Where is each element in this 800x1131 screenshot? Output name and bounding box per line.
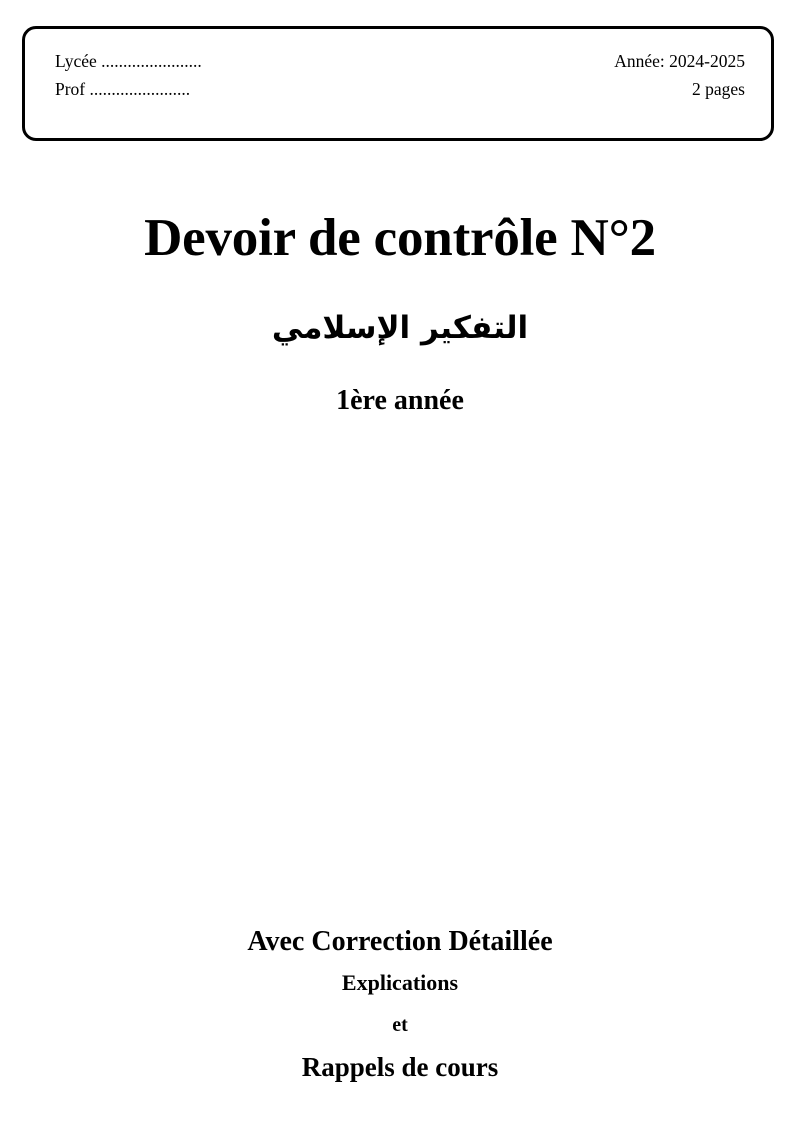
header-meta-column bbox=[614, 47, 745, 103]
footer-explanations-label: Explications bbox=[341, 970, 459, 995]
grade-level-label: 1ère année bbox=[336, 385, 464, 416]
footer-course-recap-label: Rappels de cours bbox=[301, 1052, 499, 1082]
footer-conjunction-label: et bbox=[392, 1014, 408, 1036]
footer-note bbox=[0, 922, 800, 1088]
footer-correction-label: Avec Correction Détaillée bbox=[247, 926, 553, 957]
school-name-field: Lycée ....................... bbox=[55, 51, 202, 71]
school-year-label: Année: 2024-2025 bbox=[614, 51, 745, 71]
header-info-box bbox=[22, 26, 774, 141]
subject-title-arabic: التفكير الإسلامي bbox=[271, 310, 529, 346]
header-school-column bbox=[55, 47, 202, 103]
header-info-row bbox=[55, 47, 745, 103]
page-count-label: 2 pages bbox=[692, 79, 745, 99]
page-title: Devoir de contrôle N°2 bbox=[144, 209, 656, 267]
teacher-name-field: Prof ....................... bbox=[55, 79, 191, 99]
